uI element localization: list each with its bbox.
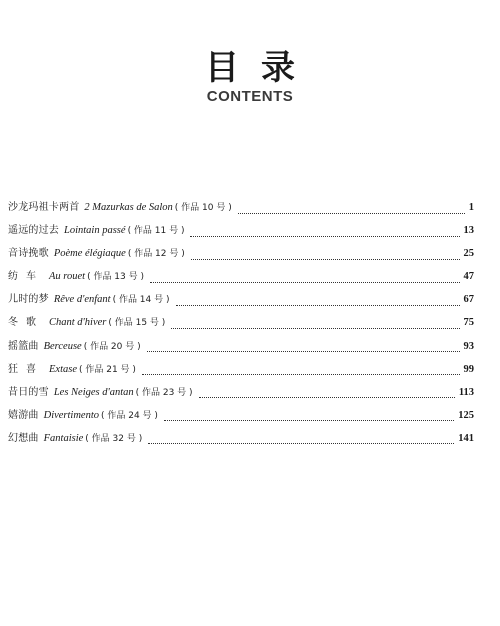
- toc-entry[interactable]: [8, 360, 474, 383]
- toc-title-zh: 冬歌: [8, 317, 44, 329]
- toc-title-fr: Lointain passé: [64, 225, 126, 237]
- toc-page-number: 141: [458, 432, 474, 444]
- toc-title-fr: Poème élégiaque: [53, 248, 126, 260]
- toc-title-fr: Les Neiges d'antan: [53, 386, 134, 398]
- toc-title-fr: Fantaisie: [43, 432, 84, 444]
- page-subtitle: CONTENTS: [206, 88, 294, 105]
- toc-leader-dots: [191, 258, 460, 260]
- toc-page-number: 25: [463, 248, 474, 260]
- toc-opus: ( 作品 24 号 ): [101, 410, 158, 421]
- toc-entry[interactable]: [8, 267, 474, 290]
- toc-opus: ( 作品 23 号 ): [135, 387, 193, 398]
- toc-page-number: 1: [468, 202, 474, 213]
- toc-title-zh: 音诗挽歌: [8, 248, 49, 260]
- table-of-contents: [8, 198, 474, 452]
- toc-title-zh: 昔日的雪: [8, 386, 49, 398]
- toc-page-number: 47: [463, 271, 474, 283]
- toc-leader-dots: [176, 304, 460, 306]
- toc-leader-dots: [150, 281, 460, 283]
- toc-page-number: 13: [463, 225, 474, 237]
- toc-page-number: 93: [463, 340, 474, 352]
- toc-entry[interactable]: [8, 221, 474, 244]
- toc-leader-dots: [142, 373, 460, 375]
- toc-entry[interactable]: [8, 429, 474, 452]
- toc-opus: ( 作品 15 号 ): [108, 318, 166, 329]
- toc-leader-dots: [164, 419, 454, 421]
- toc-page-number: 75: [463, 317, 474, 329]
- toc-page-number: 125: [458, 409, 474, 421]
- toc-title-fr: Berceuse: [43, 340, 82, 352]
- toc-opus: ( 作品 14 号 ): [112, 295, 170, 306]
- toc-entry[interactable]: [8, 290, 474, 313]
- toc-title-fr: Chant d'hiver: [49, 317, 107, 329]
- toc-title-fr: Divertimento: [43, 409, 100, 421]
- toc-entry[interactable]: [8, 313, 474, 336]
- toc-opus: ( 作品 11 号 ): [127, 226, 185, 237]
- toc-opus: ( 作品 20 号 ): [83, 341, 141, 352]
- toc-entry[interactable]: [8, 337, 474, 360]
- toc-entry[interactable]: [8, 406, 474, 429]
- toc-title-fr: 2 Mazurkas de Salon: [84, 202, 173, 213]
- toc-title-zh: 嬉游曲: [8, 409, 39, 421]
- toc-opus: ( 作品 10 号 ): [174, 203, 232, 213]
- toc-entry[interactable]: [8, 198, 474, 221]
- toc-title-zh: 纺车: [8, 271, 44, 283]
- toc-opus: ( 作品 21 号 ): [79, 364, 136, 375]
- toc-page-number: 113: [458, 386, 474, 398]
- toc-title-zh: 幻想曲: [8, 432, 39, 444]
- toc-leader-dots: [238, 212, 465, 214]
- toc-title-zh: 摇篮曲: [8, 340, 39, 352]
- toc-opus: ( 作品 32 号 ): [85, 433, 143, 444]
- toc-title-fr: Extase: [49, 363, 77, 375]
- toc-title-zh: 遥远的过去: [8, 225, 59, 237]
- toc-opus: ( 作品 13 号 ): [87, 272, 144, 283]
- toc-leader-dots: [148, 442, 454, 444]
- toc-page-number: 67: [463, 294, 474, 306]
- toc-leader-dots: [171, 327, 459, 329]
- toc-opus: ( 作品 12 号 ): [127, 249, 185, 260]
- toc-leader-dots: [147, 350, 460, 352]
- toc-title-fr: Au rouet: [49, 271, 86, 283]
- toc-leader-dots: [199, 396, 455, 398]
- toc-title-zh: 儿时的梦: [8, 294, 49, 306]
- toc-title-zh: 沙龙玛祖卡两首: [8, 202, 80, 213]
- toc-entry[interactable]: [8, 383, 474, 406]
- toc-entry[interactable]: [8, 244, 474, 267]
- toc-title-zh: 狂喜: [8, 363, 44, 375]
- toc-leader-dots: [190, 235, 459, 237]
- toc-page-number: 99: [463, 363, 474, 375]
- page-title: 目录: [205, 48, 317, 88]
- toc-title-fr: Rêve d'enfant: [53, 294, 111, 306]
